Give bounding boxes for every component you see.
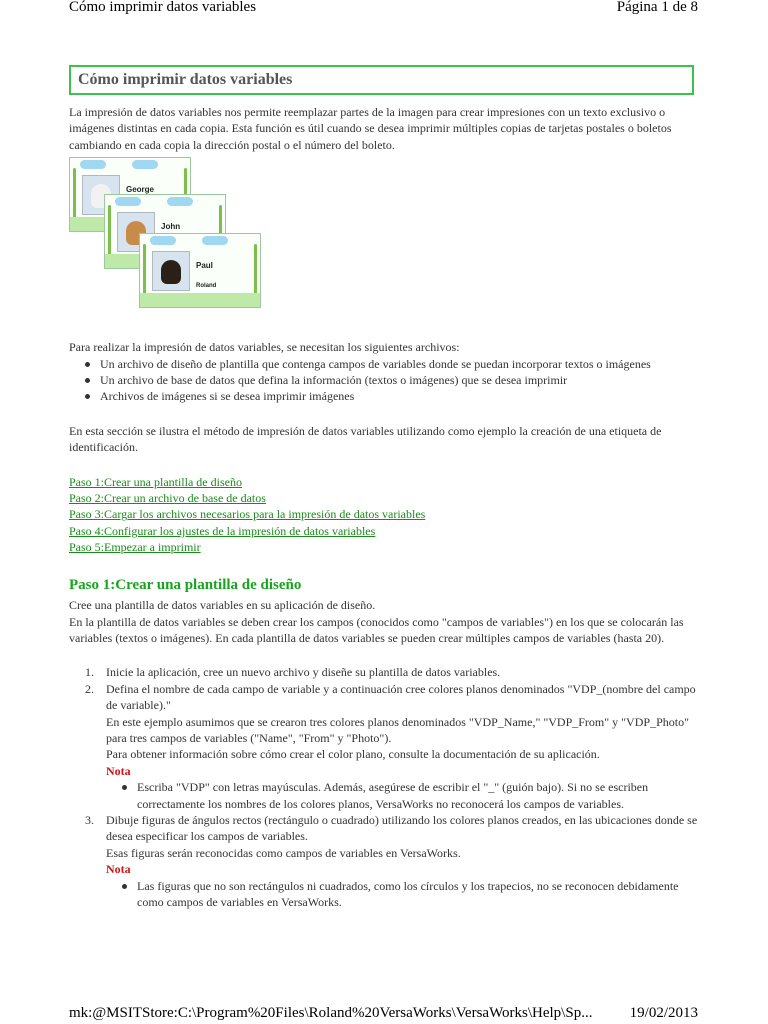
bullet-icon	[85, 362, 90, 367]
bullet-icon	[85, 378, 90, 383]
cloud-graphic	[167, 197, 193, 206]
print-header-page: Página 1 de 8	[616, 0, 698, 15]
list-item: 3. Dibuje figuras de ángulos rectos (rectángulo o cuadrado) utilizando los colores planos creados, en las ubicaciones donde se desea especificar los campos de variables. Esas figuras serán reconocidas como campos de variables en VersaWorks. Nota Las figuras que no son rectángulos ni cuadrados, como los círculos y los trapecios, no se reconocen debidamente como campos de variables en VersaWorks.	[106, 812, 701, 910]
document-content	[69, 104, 701, 910]
step-links	[69, 474, 701, 556]
list-item: Un archivo de base de datos que defina la información (textos o imágenes) que se desea imprimir	[100, 372, 701, 388]
bullet-icon	[85, 394, 90, 399]
card-name-label: John	[161, 222, 181, 232]
link-step-1[interactable]: Paso 1:Crear una plantilla de diseño	[69, 474, 242, 489]
list-item: 1. Inicie la aplicación, cree un nuevo archivo y diseñe su plantilla de datos variables.	[85, 665, 501, 680]
required-files-list	[69, 356, 701, 405]
list-item: 2. Defina el nombre de cada campo de variable y a continuación cree colores planos denominados "VDP_(nombre del campo de variable)." En este ejemplo asumimos que se crearon tres colores planos denominados "VDP_Name," "VDP_From" y "VDP_Photo" para tres campos de variables ("Name", "From" y "Photo"). Para obtener información sobre cómo crear el color plano, consulte la documentación de su aplicación. Nota Escriba "VDP" con letras mayúsculas. Además, asegúrese de escribir el "_" (guión bajo). Si no se escriben correctamente los nombres de los colores planos, VersaWorks no reconocerá los campos de variables.	[106, 681, 701, 812]
bullet-icon	[122, 785, 127, 790]
example-card-3	[139, 233, 261, 308]
print-header	[69, 0, 698, 16]
link-step-2[interactable]: Paso 2:Crear un archivo de base de datos	[69, 491, 266, 506]
note-list	[106, 779, 701, 812]
link-step-5[interactable]: Paso 5:Empezar a imprimir	[69, 540, 201, 555]
cloud-graphic	[80, 160, 106, 169]
section-intro: En esta sección se ilustra el método de impresión de datos variables utilizando como ejemplo la creación de una etiqueta de identificación.	[69, 423, 662, 455]
cloud-graphic	[132, 160, 158, 169]
card-name-label: Paul	[196, 261, 213, 271]
note-list	[106, 878, 701, 911]
link-step-4[interactable]: Paso 4:Configurar los ajustes de la impresión de datos variables	[69, 523, 376, 538]
list-item: Archivos de imágenes si se desea imprimir imágenes	[100, 388, 701, 404]
cloud-graphic	[115, 197, 141, 206]
cloud-graphic	[202, 236, 228, 245]
note-label: Nota	[106, 763, 131, 778]
print-footer-date: 19/02/2013	[629, 1005, 698, 1021]
list-item: Un archivo de diseño de plantilla que contenga campos de variables donde se puedan incorporar textos o imágenes	[100, 356, 701, 372]
intro-paragraph: La impresión de datos variables nos permite reemplazar partes de la imagen para crear impresiones con un texto exclusivo o imágenes distintas en cada copia. Esta función es útil cuando se desea imprimir múltiples copias de tarjetas postales o boletos cambiando en cada copia la dirección postal o el número del boleto.	[69, 105, 672, 152]
cloud-graphic	[150, 236, 176, 245]
example-cards-figure	[69, 157, 269, 317]
vine-graphic	[73, 168, 76, 219]
bullet-icon	[122, 884, 127, 889]
print-footer	[69, 1005, 698, 1022]
document-title-box	[69, 65, 694, 95]
step-1-paragraph-2: En la plantilla de datos variables se deben crear los campos (conocidos como "campos de variables") en los que se colocarán las variables (textos o imágenes). En cada plantilla de datos variables se pueden crear múltiples campos de variables (hasta 20).	[69, 614, 684, 645]
document-title: Cómo imprimir datos variables	[78, 71, 293, 88]
pet-photo	[152, 251, 190, 291]
print-header-title: Cómo imprimir datos variables	[69, 0, 257, 15]
files-intro: Para realizar la impresión de datos variables, se necesitan los siguientes archivos:	[69, 340, 460, 355]
link-step-3[interactable]: Paso 3:Cargar los archivos necesarios para la impresión de datos variables	[69, 507, 426, 522]
card-from-label: Roland	[196, 283, 217, 290]
list-item: Las figuras que no son rectángulos ni cuadrados, como los círculos y los trapecios, no se reconocen debidamente como campos de variables en VersaWorks.	[137, 878, 701, 911]
card-name-label: George	[126, 185, 155, 195]
vine-graphic	[254, 244, 257, 295]
print-footer-path: mk:@MSITStore:C:\Program%20Files\Roland%20VersaWorks\VersaWorks\Help\Sp...	[69, 1005, 593, 1021]
vine-graphic	[143, 244, 146, 295]
vine-graphic	[108, 205, 111, 256]
step-1-heading: Paso 1:Crear una plantilla de diseño	[69, 576, 302, 593]
step-1-instructions	[69, 664, 701, 910]
list-item: Escriba "VDP" con letras mayúsculas. Además, asegúrese de escribir el "_" (guión bajo). Si no se escriben correctamente los nombres de los colores planos, VersaWorks no reconocerá los campos de variables.	[137, 779, 701, 812]
grass-graphic	[140, 293, 260, 307]
note-label: Nota	[106, 862, 131, 877]
step-1-paragraph-1: Cree una plantilla de datos variables en su aplicación de diseño.	[69, 598, 376, 613]
